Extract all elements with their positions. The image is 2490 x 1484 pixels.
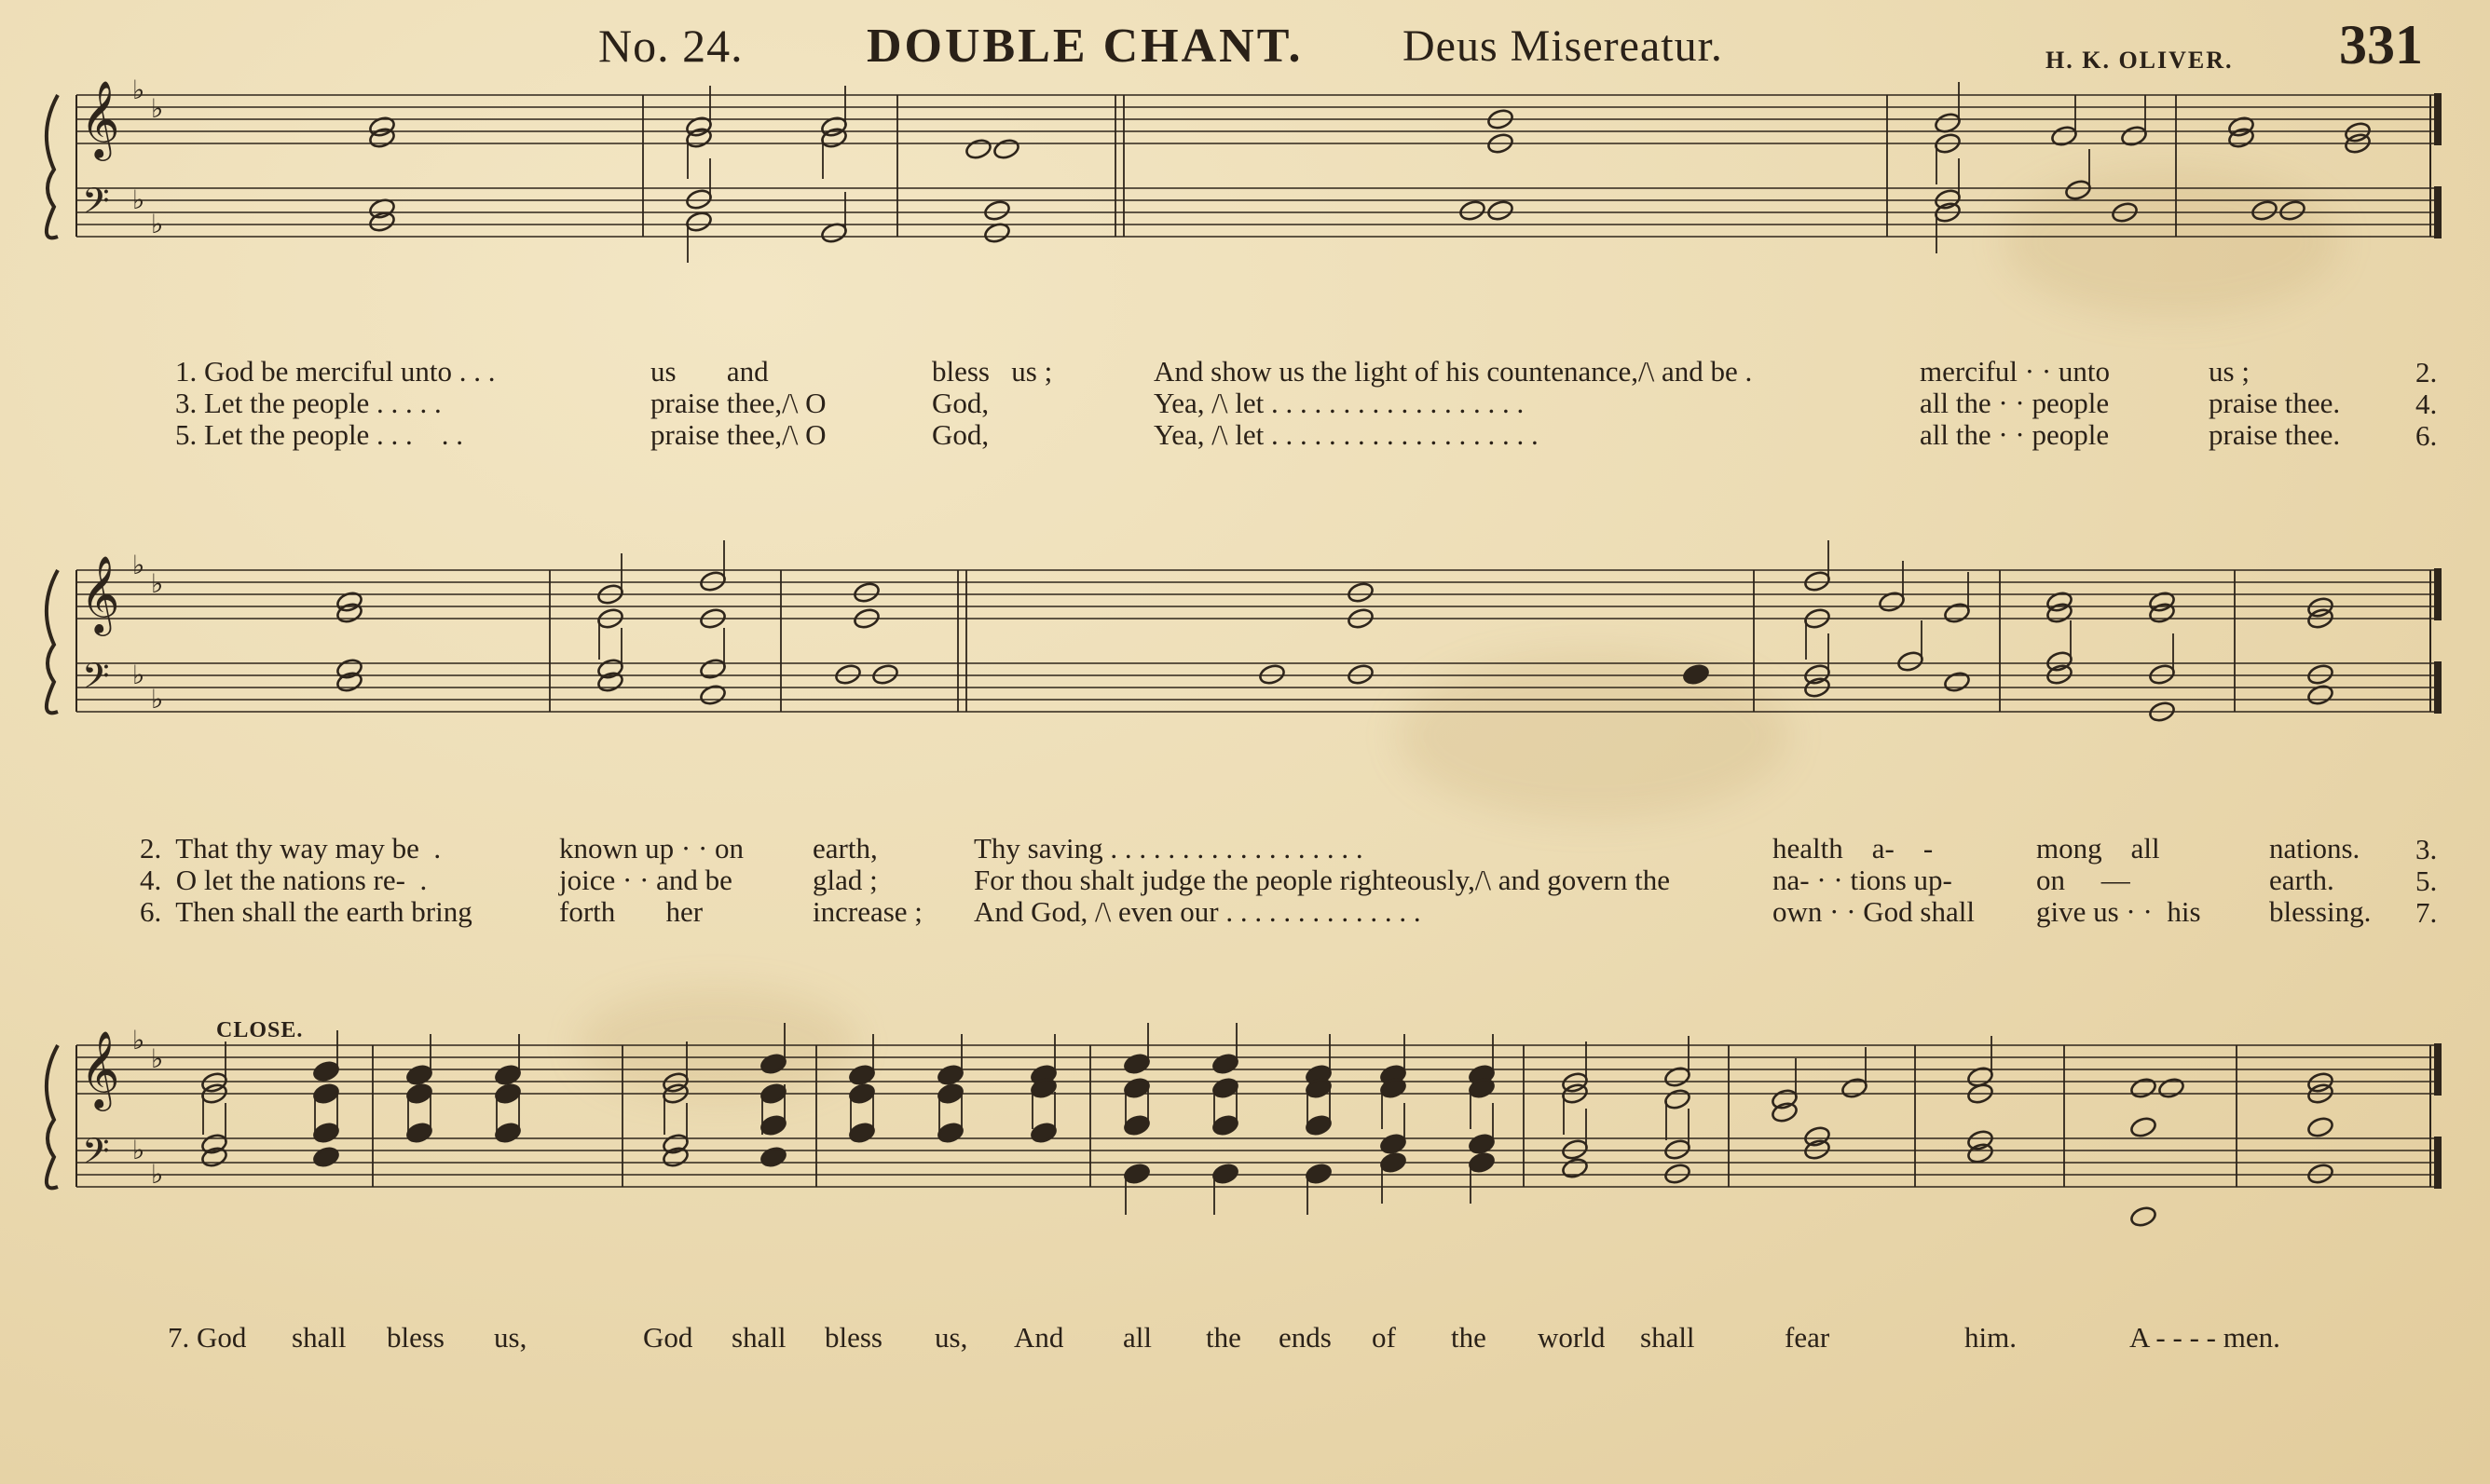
- quarter-note: [937, 1064, 965, 1087]
- brace: [47, 1045, 58, 1188]
- half-note: [983, 199, 1011, 223]
- lyric-line: And God, /\ even our . . . . . . . . . . . . . .: [974, 895, 1421, 928]
- quarter-note: [1682, 663, 1710, 687]
- lyric-line: 2. That thy way may be .: [140, 832, 442, 865]
- verse-number: 2.: [2415, 356, 2438, 388]
- lyric-word: And: [1014, 1321, 1064, 1354]
- flat-icon: ♭: [132, 1135, 145, 1165]
- lyric-line: earth.: [2269, 864, 2334, 896]
- quarter-note: [759, 1082, 787, 1106]
- lyric-line: Yea, /\ let . . . . . . . . . . . . . . . . . . .: [1154, 418, 1539, 451]
- lyric-word: him.: [1964, 1321, 2017, 1354]
- lyric-line: praise thee,/\ O: [650, 387, 827, 419]
- lyric-line: all the · · people: [1920, 418, 2110, 451]
- page-header: [0, 13, 2490, 78]
- final-barline-thick: [2434, 568, 2442, 620]
- quarter-note: [937, 1082, 965, 1106]
- lyric-line: glad ;: [813, 864, 878, 896]
- half-note: [685, 188, 713, 211]
- half-note: [1258, 663, 1286, 687]
- half-note: [834, 663, 862, 687]
- half-note: [699, 658, 727, 681]
- final-barline-thick: [2434, 1137, 2442, 1189]
- quarter-note: [1123, 1114, 1151, 1137]
- lyric-word: shall: [1640, 1321, 1695, 1354]
- quarter-note: [1379, 1133, 1407, 1156]
- lyric-line: us and: [650, 355, 769, 388]
- lyric-line: merciful · · unto: [1920, 355, 2111, 388]
- lyric-word: bless: [825, 1321, 882, 1354]
- half-note: [1663, 1088, 1691, 1111]
- page-number: 331: [2339, 14, 2423, 75]
- lyric-line: 1. God be merciful unto . . .: [175, 355, 496, 388]
- lyric-line: na- · · tions up-: [1772, 864, 1952, 896]
- half-note: [2148, 663, 2176, 687]
- lyric-line: known up · · on: [559, 832, 745, 865]
- final-barline-thick: [2434, 1043, 2442, 1096]
- quarter-note: [1211, 1114, 1239, 1137]
- bass-clef-icon: 𝄢: [82, 1130, 110, 1180]
- verse-number: 4.: [2415, 388, 2438, 420]
- lyric-word: God: [643, 1321, 693, 1354]
- quarter-note: [1211, 1053, 1239, 1076]
- half-note: [1347, 663, 1375, 687]
- quarter-note: [494, 1064, 522, 1087]
- quarter-note: [1211, 1163, 1239, 1186]
- lyric-word: all: [1123, 1321, 1152, 1354]
- lyric-word: the: [1451, 1321, 1486, 1354]
- flat-icon: ♭: [132, 75, 145, 105]
- flat-icon: ♭: [132, 1025, 145, 1055]
- lyric-word: 7. God: [168, 1321, 247, 1354]
- lyric-line: praise thee.: [2209, 418, 2341, 451]
- half-note: [1347, 581, 1375, 605]
- lyric-line: praise thee.: [2209, 387, 2341, 419]
- quarter-note: [1123, 1053, 1151, 1076]
- quarter-note: [1211, 1077, 1239, 1100]
- verse-number: 7.: [2415, 896, 2438, 929]
- half-note: [853, 581, 881, 605]
- half-note: [2129, 1077, 2157, 1100]
- half-note: [2278, 199, 2306, 223]
- quarter-note: [312, 1146, 340, 1169]
- final-barline-thick: [2434, 661, 2442, 714]
- flat-icon: ♭: [132, 550, 145, 580]
- half-note: [1561, 1157, 1589, 1180]
- final-barline-thick: [2434, 93, 2442, 145]
- half-note: [1943, 671, 1971, 694]
- lyric-line: God,: [932, 387, 990, 419]
- half-note: [1840, 1077, 1868, 1100]
- half-note: [1663, 1138, 1691, 1162]
- quarter-note: [405, 1064, 433, 1087]
- lyric-line: 6. Then shall the earth bring: [140, 895, 472, 928]
- quarter-note: [848, 1082, 876, 1106]
- quarter-note: [848, 1064, 876, 1087]
- lyric-word: shall: [292, 1321, 347, 1354]
- lyric-line: Thy saving . . . . . . . . . . . . . . . . . .: [974, 832, 1363, 865]
- close-label: CLOSE.: [216, 1018, 304, 1042]
- half-note: [1663, 1163, 1691, 1186]
- lyric-line: forth her: [559, 895, 704, 928]
- lyric-line: 5. Let the people . . . . .: [175, 418, 464, 451]
- flat-icon: ♭: [151, 209, 164, 239]
- half-note: [685, 211, 713, 234]
- lyric-line: And show us the light of his countenance,/\ and be .: [1154, 355, 1753, 388]
- brace: [47, 95, 58, 238]
- lyric-line: 3. Let the people . . . . .: [175, 387, 442, 419]
- lyric-word: A - - - - men.: [2129, 1321, 2280, 1354]
- half-note: [1561, 1138, 1589, 1162]
- half-note: [699, 570, 727, 593]
- quarter-note: [1123, 1077, 1151, 1100]
- lyric-word: world: [1538, 1321, 1606, 1354]
- brace: [47, 570, 58, 713]
- flat-icon: ♭: [132, 184, 145, 215]
- quarter-note: [312, 1122, 340, 1145]
- quarter-note: [494, 1122, 522, 1145]
- quarter-note: [494, 1082, 522, 1106]
- lyric-line: us ;: [2209, 355, 2250, 388]
- lyric-line: own · · God shall: [1772, 895, 1975, 928]
- lyric-line: earth,: [813, 832, 878, 865]
- chant-number: No. 24.: [598, 20, 744, 72]
- half-note: [2129, 1116, 2157, 1139]
- lyric-line: For thou shalt judge the people righteously,/\ and govern the: [974, 864, 1671, 896]
- verse-number: 3.: [2415, 833, 2438, 865]
- quarter-note: [759, 1114, 787, 1137]
- flat-icon: ♭: [151, 93, 164, 124]
- half-note: [2306, 1163, 2334, 1186]
- treble-clef-icon: 𝄞: [80, 1029, 120, 1108]
- half-note: [992, 138, 1020, 161]
- system-1-staff: [0, 75, 2490, 363]
- quarter-note: [937, 1122, 965, 1145]
- half-note: [1943, 602, 1971, 625]
- half-note: [2157, 1077, 2185, 1100]
- lyric-line: increase ;: [813, 895, 923, 928]
- quarter-note: [312, 1082, 340, 1106]
- quarter-note: [312, 1060, 340, 1083]
- bass-clef-icon: 𝄢: [82, 180, 110, 230]
- quarter-note: [1305, 1114, 1333, 1137]
- verse-number: 6.: [2415, 419, 2438, 452]
- lyric-word: shall: [732, 1321, 787, 1354]
- verse-number: 5.: [2415, 865, 2438, 897]
- half-note: [2306, 1116, 2334, 1139]
- composer-name: H. K. OLIVER.: [2045, 47, 2234, 74]
- lyric-line: nations.: [2269, 832, 2360, 865]
- system-2-staff: [0, 550, 2490, 838]
- half-note: [1486, 199, 1514, 223]
- lyric-word: of: [1372, 1321, 1396, 1354]
- chant-subtitle: Deus Misereatur.: [1402, 21, 1723, 71]
- treble-clef-icon: 𝄞: [80, 79, 120, 157]
- lyric-line: joice · · and be: [559, 864, 732, 896]
- quarter-note: [759, 1146, 787, 1169]
- lyric-line: on —: [2036, 864, 2130, 896]
- lyric-line: Yea, /\ let . . . . . . . . . . . . . . . . . .: [1154, 387, 1525, 419]
- half-note: [1896, 650, 1924, 674]
- lyric-line: health a- -: [1772, 832, 1934, 865]
- lyric-line: all the · · people: [1920, 387, 2110, 419]
- treble-clef-icon: 𝄞: [80, 554, 120, 633]
- chant-title: DOUBLE CHANT.: [867, 20, 1304, 73]
- flat-icon: ♭: [132, 660, 145, 690]
- lyric-word: fear: [1785, 1321, 1830, 1354]
- lyric-line: 4. O let the nations re- .: [140, 864, 428, 896]
- flat-icon: ♭: [151, 1043, 164, 1074]
- quarter-note: [405, 1082, 433, 1106]
- half-note: [2129, 1205, 2157, 1229]
- lyric-word: us,: [494, 1321, 527, 1354]
- lyric-line: mong all: [2036, 832, 2160, 865]
- quarter-note: [1468, 1133, 1496, 1156]
- bass-clef-icon: 𝄢: [82, 655, 110, 705]
- lyric-word: the: [1206, 1321, 1241, 1354]
- half-note: [1803, 570, 1831, 593]
- half-note: [2251, 199, 2278, 223]
- lyric-line: give us · · his: [2036, 895, 2201, 928]
- final-barline-thick: [2434, 186, 2442, 238]
- lyric-word: bless: [387, 1321, 445, 1354]
- half-note: [1458, 199, 1486, 223]
- half-note: [2064, 179, 2092, 202]
- quarter-note: [759, 1053, 787, 1076]
- half-note: [871, 663, 899, 687]
- half-note: [2306, 663, 2334, 687]
- flat-icon: ♭: [151, 684, 164, 715]
- flat-icon: ♭: [151, 568, 164, 599]
- quarter-note: [1379, 1151, 1407, 1175]
- quarter-note: [1030, 1122, 1058, 1145]
- lyric-line: God,: [932, 418, 990, 451]
- lyric-word: us,: [935, 1321, 968, 1354]
- lyric-line: blessing.: [2269, 895, 2372, 928]
- quarter-note: [1123, 1163, 1151, 1186]
- lyric-line: bless us ;: [932, 355, 1053, 388]
- half-note: [965, 138, 992, 161]
- lyric-line: praise thee,/\ O: [650, 418, 827, 451]
- quarter-note: [848, 1122, 876, 1145]
- flat-icon: ♭: [151, 1159, 164, 1190]
- lyric-word: ends: [1279, 1321, 1332, 1354]
- quarter-note: [405, 1122, 433, 1145]
- quarter-note: [1305, 1163, 1333, 1186]
- quarter-note: [1468, 1151, 1496, 1175]
